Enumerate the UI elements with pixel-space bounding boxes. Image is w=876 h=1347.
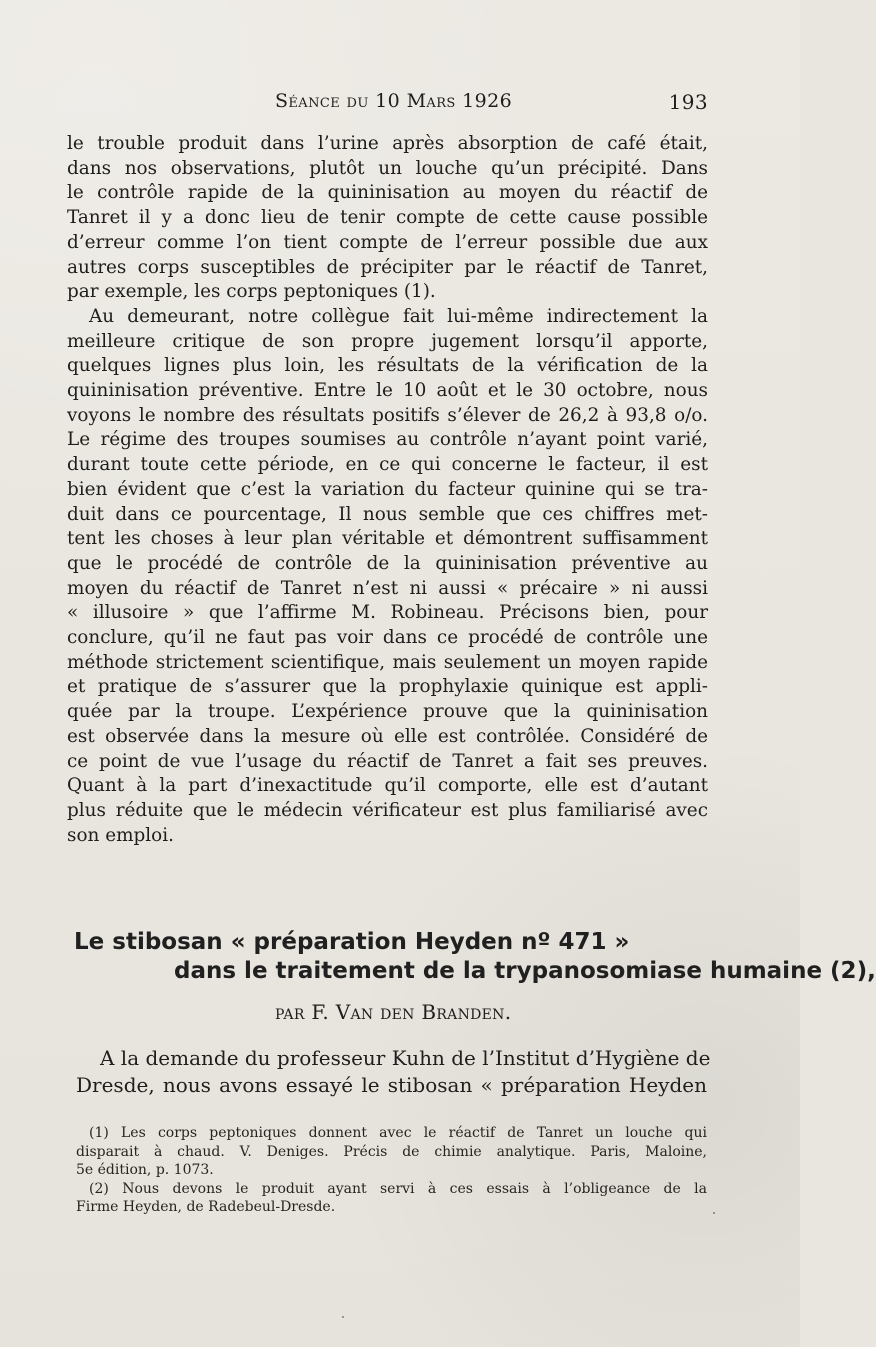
text-line: son emploi. bbox=[67, 824, 174, 846]
text-line: meilleure critique de son propre jugement lorsqu’il apporte, bbox=[67, 330, 708, 352]
text-line: ce point de vue l’usage du réactif de Tanret a fait ses preuves. bbox=[67, 750, 708, 772]
text-line: moyen du réactif de Tanret n’est ni aussi « précaire » ni aussi bbox=[67, 577, 708, 599]
footnotes bbox=[76, 1124, 707, 1217]
text-line: Tanret il y a donc lieu de tenir compte de cette cause possible bbox=[67, 207, 708, 229]
text-line: d’erreur comme l’on tient compte de l’erreur possible due aux bbox=[67, 231, 708, 253]
article-body bbox=[76, 1045, 711, 1099]
text-line: quininisation préventive. Entre le 10 août et le 30 octobre, nous bbox=[67, 380, 708, 402]
text-line: durant toute cette période, en ce qui concerne le facteur, il est bbox=[67, 454, 708, 476]
text-line: par exemple, les corps peptoniques (1). bbox=[67, 281, 436, 303]
text-line: Au demeurant, notre collègue fait lui-même indirectement la bbox=[89, 305, 708, 327]
text-line: voyons le nombre des résultats positifs s’élever de 26,2 à 93,8 o/o. bbox=[67, 404, 708, 426]
page-number: 193 bbox=[668, 90, 708, 114]
text-line: autres corps susceptibles de précipiter par le réactif de Tanret, bbox=[67, 256, 708, 278]
text-line: Le régime des troupes soumises au contrôle n’ayant point varié, bbox=[67, 429, 708, 451]
footnote-line: Firme Heyden, de Radebeul-Dresde. bbox=[76, 1199, 336, 1215]
article-title bbox=[74, 928, 876, 986]
text-line: quée par la troupe. L’expérience prouve que la quininisation bbox=[67, 701, 708, 723]
footnote-line: (1) Les corps peptoniques donnent avec le réactif de Tanret un louche qui bbox=[89, 1125, 707, 1141]
text-line: le trouble produit dans l’urine après absorption de café était, bbox=[67, 133, 708, 154]
text-line: Dresde, nous avons essayé le stibosan « préparation Heyden bbox=[76, 1073, 707, 1097]
text-line: Quant à la part d’inexactitude qu’il comporte, elle est d’autant bbox=[67, 775, 708, 797]
text-line: duit dans ce pourcentage, Il nous semble que ces chiffres met- bbox=[67, 503, 708, 525]
page-header bbox=[70, 90, 708, 114]
running-head: Séance du 10 Mars 1926 bbox=[275, 90, 513, 112]
article-title-line-2: dans le traitement de la trypanosomiase humaine (2), bbox=[174, 958, 876, 984]
paper-speck bbox=[342, 1316, 344, 1318]
text-line: dans nos observations, plutôt un louche qu’un précipité. Dans bbox=[67, 157, 708, 179]
article-byline: par F. Van den Branden. bbox=[275, 1000, 512, 1024]
footnote-line: disparait à chaud. V. Deniges. Précis de chimie analytique. Paris, Maloine, bbox=[76, 1143, 707, 1160]
text-line: que le procédé de contrôle de la quininisation préventive au bbox=[67, 552, 708, 574]
footnote-line: (2) Nous devons le produit ayant servi à ces essais à l’obligeance de la bbox=[89, 1180, 707, 1197]
footnote-line: 5e édition, p. 1073. bbox=[76, 1162, 214, 1178]
text-line: conclure, qu’il ne faut pas voir dans ce procédé de contrôle une bbox=[67, 627, 708, 649]
article-title-line-1: Le stibosan « préparation Heyden nº 471 » bbox=[74, 929, 630, 955]
main-text-block bbox=[67, 132, 708, 848]
text-line: bien évident que c’est la variation du facteur quinine qui se tra- bbox=[67, 478, 708, 500]
text-line: le contrôle rapide de la quininisation au moyen du réactif de bbox=[67, 182, 708, 204]
text-line: « illusoire » que l’affirme M. Robineau. Précisons bien, pour bbox=[67, 602, 708, 624]
text-line: tent les choses à leur plan véritable et démontrent suffisamment bbox=[67, 528, 708, 550]
text-line: est observée dans la mesure où elle est contrôlée. Considéré de bbox=[67, 725, 708, 747]
text-line: plus réduite que le médecin vérificateur est plus familiarisé avec bbox=[67, 799, 708, 821]
text-line: quelques lignes plus loin, les résultats de la vérification de la bbox=[67, 355, 708, 377]
text-line: méthode strictement scientifique, mais seulement un moyen rapide bbox=[67, 651, 708, 673]
text-line: et pratique de s’assurer que la prophylaxie quinique est appli- bbox=[67, 676, 708, 698]
text-line: A la demande du professeur Kuhn de l’Institut d’Hygiène de bbox=[100, 1046, 711, 1070]
paper-speck bbox=[713, 1212, 715, 1214]
